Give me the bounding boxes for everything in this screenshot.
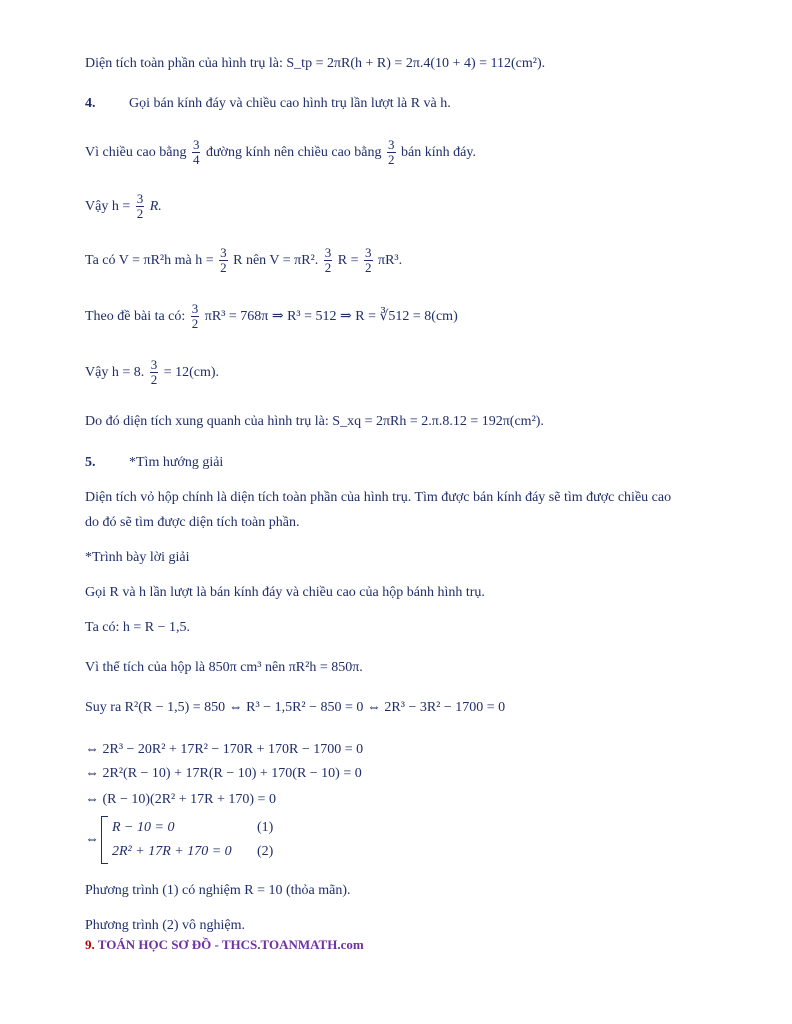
text-segment: bán kính đáy.: [401, 145, 476, 160]
hint-line-2: do đó sẽ tìm được diện tích toàn phần.: [85, 515, 300, 530]
conclusion-line-2: Phương trình (2) vô nghiệm.: [85, 918, 246, 933]
fraction: $\frac{3}{2}$: [365, 245, 372, 276]
text-segment: R.: [149, 199, 162, 214]
height-ratio-line: [85, 138, 476, 168]
text-segment: đường kính nên chiều cao bằng: [205, 145, 382, 160]
fraction: $\frac{3}{2}$: [324, 245, 332, 276]
equation-2: 2R² + 17R + 170 = 0: [112, 844, 232, 859]
fraction: $\frac{3}{2}$: [220, 245, 227, 276]
factor-step-2: ⇔ 2R²(R − 10) + 17R(R − 10) + 170(R − 10) = 0: [85, 766, 362, 781]
factor-step-3: ⇔ (R − 10)(2R² + 17R + 170) = 0: [85, 792, 276, 807]
fraction: $\frac{3}{2}$: [191, 301, 199, 332]
fraction: $\frac{3}{2}$: [150, 357, 158, 388]
page-number: 9.: [85, 937, 95, 952]
text-segment: R =: [337, 253, 359, 268]
variables-line: Gọi R và h lần lượt là bán kính đáy và chiều cao của hộp bánh hình trụ.: [85, 585, 485, 600]
problem-4-heading: [85, 94, 451, 114]
problem-text: Gọi bán kính đáy và chiều cao hình trụ lần lượt là R và h.: [129, 96, 451, 111]
case-bracket-system: [85, 816, 273, 864]
height-value-line: [85, 358, 219, 388]
equation-tag: (1): [257, 820, 274, 835]
solution-heading: *Trình bày lời giải: [85, 550, 190, 565]
h-formula-line: [85, 192, 162, 222]
volume-equation-line: Vì thể tích của hộp là 850π cm³ nên πR²h = 850π.: [85, 660, 363, 675]
lateral-area-line: Do đó diện tích xung quanh của hình trụ là: S_xq = 2πRh = 2.π.8.12 = 192π(cm²).: [85, 414, 544, 429]
text-segment: Vì chiều cao bằng: [85, 145, 187, 160]
hint-line-1: Diện tích vỏ hộp chính là diện tích toàn phần của hình trụ. Tìm được bán kính đáy sẽ tìm được chiều cao: [85, 490, 672, 505]
text-segment: Ta có V = πR²h mà h =: [85, 253, 214, 268]
text-segment: Vậy h =: [85, 199, 131, 214]
equivalence-symbol: ⇔: [85, 832, 99, 847]
radius-solution-line: [85, 302, 458, 332]
fraction: $\frac{3}{2}$: [388, 137, 395, 168]
conclusion-line-1: Phương trình (1) có nghiệm R = 10 (thỏa mãn).: [85, 883, 351, 898]
cubic-equation-line: Suy ra R²(R − 1,5) = 850 ⇔ R³ − 1,5R² − 850 = 0 ⇔ 2R³ − 3R² − 1700 = 0: [85, 700, 506, 715]
text-segment: = 12(cm).: [163, 365, 220, 380]
problem-5-heading: [85, 453, 223, 473]
problem-number: 4.: [85, 96, 96, 111]
text-segment: πR³ = 768π ⇒ R³ = 512 ⇒ R = ∛512 = 8(cm): [204, 309, 458, 324]
problem-number: 5.: [85, 455, 96, 470]
equation-1: R − 10 = 0: [112, 820, 175, 835]
volume-formula-line: [85, 246, 402, 276]
text-segment: Vậy h = 8.: [85, 365, 145, 380]
text-segment: πR³.: [378, 253, 403, 268]
bracket: [101, 816, 108, 864]
page-footer: [85, 937, 364, 953]
text-segment: R nên V = πR².: [233, 253, 319, 268]
factor-step-1: ⇔ 2R³ − 20R² + 17R² − 170R + 170R − 1700 = 0: [85, 742, 364, 757]
fraction: $\frac{3}{2}$: [136, 191, 144, 222]
total-surface-area-line: Diện tích toàn phần của hình trụ là: S_tp = 2πR(h + R) = 2π.4(10 + 4) = 112(cm²).: [85, 56, 546, 71]
height-relation-line: Ta có: h = R − 1,5.: [85, 620, 191, 635]
equation-system: [85, 816, 273, 864]
problem-text: *Tìm hướng giải: [129, 455, 224, 470]
equation-tag: (2): [257, 844, 274, 859]
text-segment: Theo đề bài ta có:: [85, 309, 186, 324]
fraction: $\frac{3}{4}$: [192, 137, 200, 168]
footer-text: TOÁN HỌC SƠ ĐỒ - THCS.TOANMATH.com: [97, 937, 364, 952]
